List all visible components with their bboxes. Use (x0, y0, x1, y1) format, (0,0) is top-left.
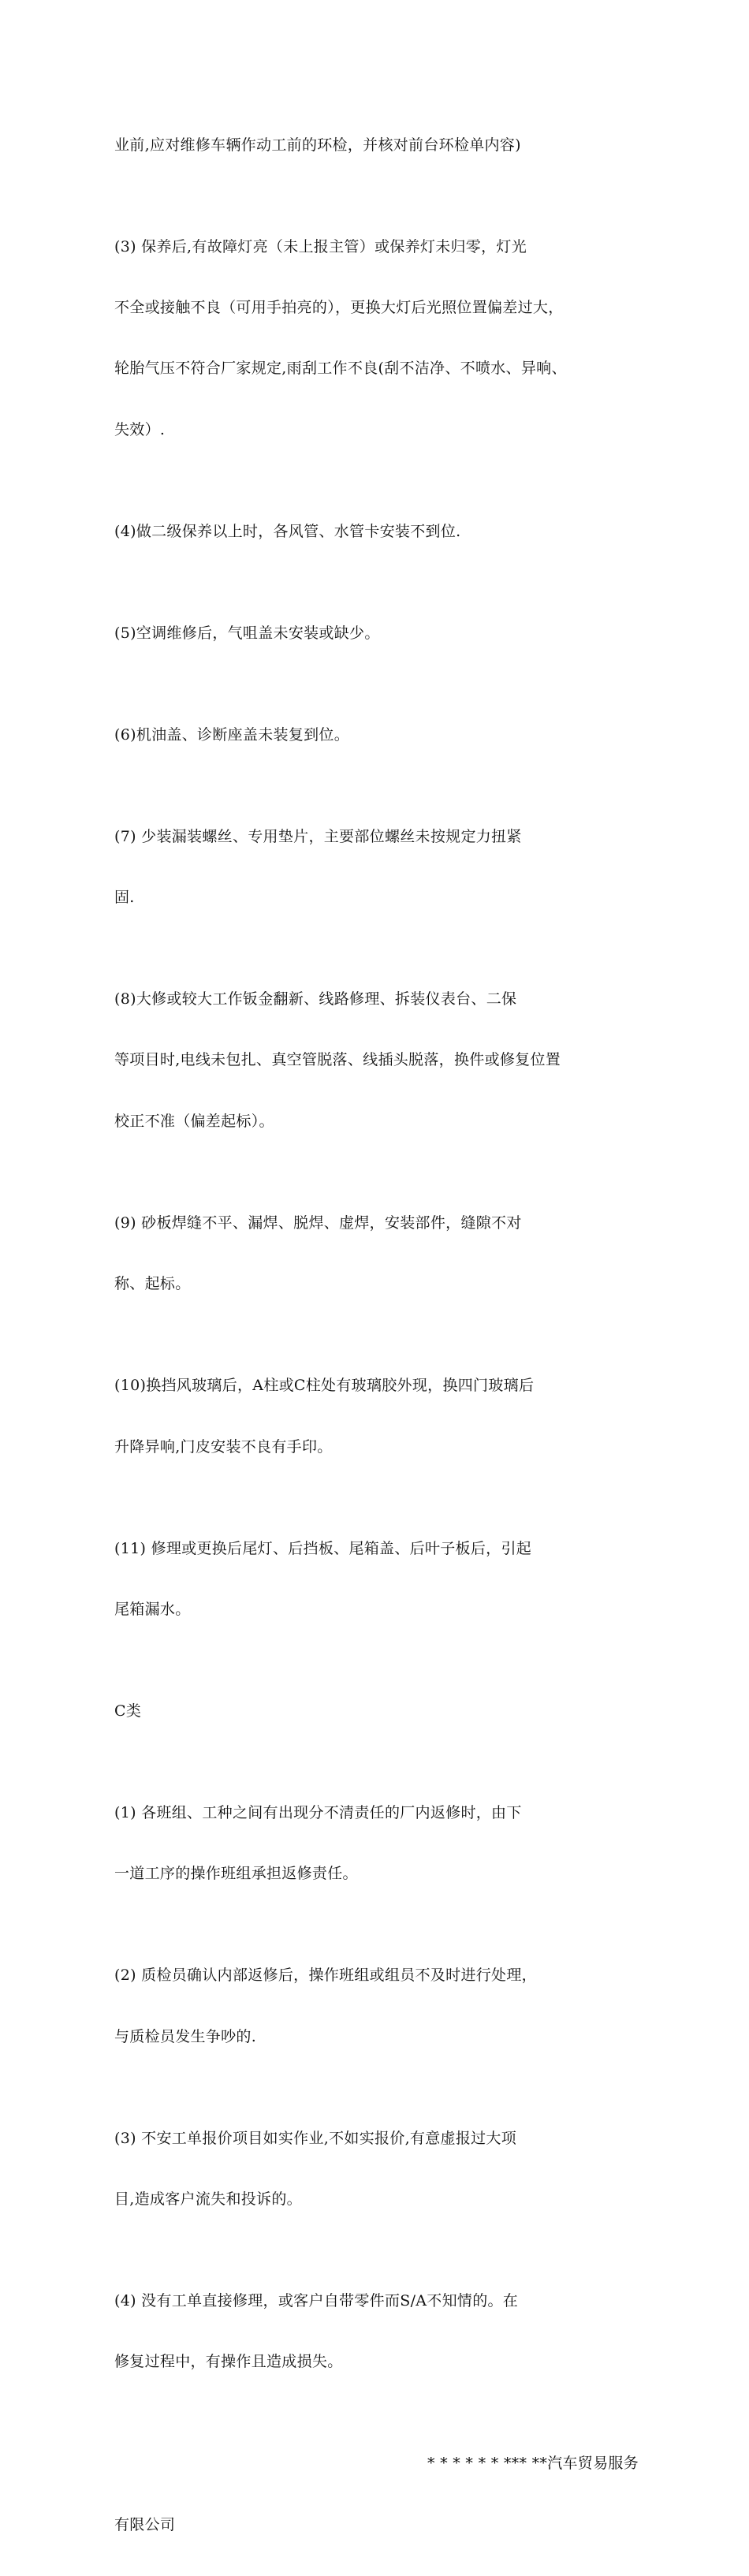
paragraph (114, 949, 639, 1172)
text-line: 等项目时,电线未包扎、真空管脱落、线插头脱落，换件或修复位置 (114, 1051, 561, 1069)
text-line: C类 (114, 1702, 142, 1720)
signature-company-line1: * * * * * * *** **汽车贸易服务 (427, 2455, 639, 2473)
text-line: 升降异响,门皮安装不良有手印。 (114, 1437, 333, 1456)
text-line: 失效）. (114, 420, 166, 438)
text-line: (2) 质检员确认内部返修后，操作班组或组员不及时进行处理， (114, 1966, 537, 1985)
paragraph (114, 786, 639, 949)
text-line: (10)换挡风玻璃后，A柱或C柱处有玻璃胶外现，换四门玻璃后 (114, 1377, 535, 1395)
paragraph (114, 95, 639, 196)
text-line: 目,造成客户流失和投诉的。 (114, 2190, 302, 2209)
paragraph (114, 1925, 639, 2088)
text-line: 校正不准（偏差起标）。 (114, 1112, 274, 1130)
text-line: (3) 不安工单报价项目如实作业,不如实报价,有意虚报过大项 (114, 2129, 517, 2147)
paragraph (114, 1762, 639, 1925)
text-line: 与质检员发生争吵的. (114, 2027, 257, 2045)
document-body (114, 95, 639, 2576)
text-line: (3) 保养后,有故障灯亮（未上报主管）或保养灯未归零，灯光 (114, 237, 527, 255)
paragraph (114, 1498, 639, 1661)
text-line: 一道工序的操作班组承担返修责任。 (114, 1865, 358, 1883)
paragraph (114, 196, 639, 481)
paragraph (114, 2250, 639, 2413)
text-line: (4) 没有工单直接修理，或客户自带零件而S/A不知情的。在 (114, 2292, 519, 2310)
text-line: (11) 修理或更换后尾灯、后挡板、尾箱盖、后叶子板后，引起 (114, 1539, 532, 1557)
signature (114, 2414, 639, 2576)
text-line: 不全或接触不良（可用手拍亮的），更换大灯后光照位置偏差过大， (114, 298, 564, 316)
section-heading (114, 1661, 639, 1762)
paragraph (114, 1336, 639, 1498)
text-line: (9) 砂板焊缝不平、漏焊、脱焊、虚焊，安装部件，缝隙不对 (114, 1213, 522, 1232)
text-line: (5)空调维修后，气咀盖未安装或缺少。 (114, 624, 380, 642)
text-line: 业前,应对维修车辆作动工前的环检，并核对前台环检单内容) (114, 136, 521, 154)
paragraph (114, 2088, 639, 2250)
paragraph (114, 684, 639, 786)
text-line: 固. (114, 889, 135, 907)
paragraph (114, 1172, 639, 1335)
text-line: (7) 少装漏装螺丝、专用垫片，主要部位螺丝未按规定力扭紧 (114, 827, 522, 845)
paragraph (114, 481, 639, 583)
text-line: 称、起标。 (114, 1275, 191, 1293)
text-line: 尾箱漏水。 (114, 1600, 191, 1618)
text-line: (1) 各班组、工种之间有出现分不清责任的厂内返修时，由下 (114, 1803, 522, 1821)
text-line: (4)做二级保养以上时，各风管、水管卡安装不到位. (114, 522, 461, 540)
text-line: 修复过程中，有操作且造成损失。 (114, 2353, 343, 2371)
text-line: 轮胎气压不符合厂家规定,雨刮工作不良(刮不洁净、不喷水、异响、 (114, 360, 567, 378)
text-line: (8)大修或较大工作钣金翻新、线路修理、拆装仪表台、二保 (114, 990, 517, 1008)
signature-company-line2: 有限公司 (114, 2515, 176, 2533)
text-line: (6)机油盖、诊断座盖未装复到位。 (114, 725, 350, 744)
paragraph (114, 583, 639, 684)
